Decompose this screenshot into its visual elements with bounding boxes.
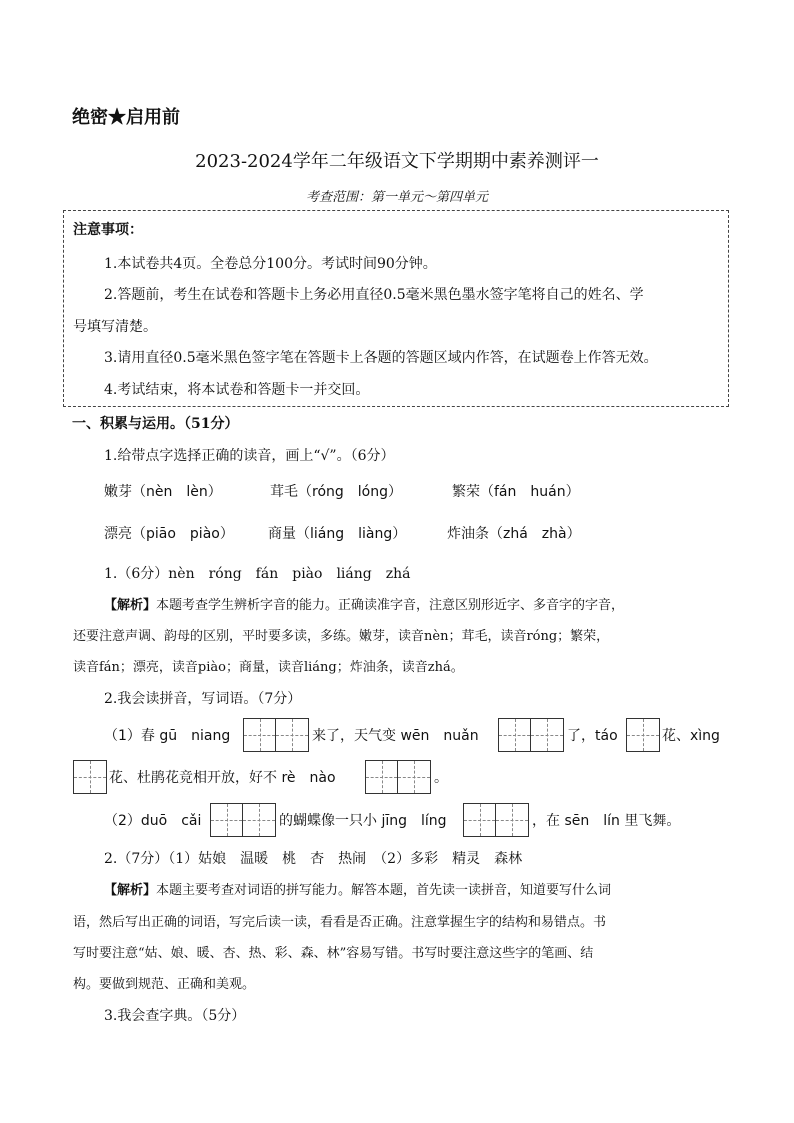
q2-text: 的蝴蝶像一只小 jīng líng bbox=[279, 813, 447, 829]
q2-analysis-line: 构。要做到规范、正确和美观。 bbox=[73, 977, 256, 992]
q1-option: 繁荣（fán huán） bbox=[452, 484, 580, 500]
writing-grid[interactable] bbox=[626, 718, 660, 752]
q1-answer: 1.（6分）nèn róng fán piào liáng zhá bbox=[104, 566, 411, 582]
analysis-text: 本题主要考查对词语的拼写能力。解答本题，首先读一读拼音，知道要写什么词 bbox=[156, 883, 612, 898]
page-title: 2023-2024学年二年级语文下学期期中素养测评一 bbox=[195, 151, 599, 172]
writing-grid[interactable] bbox=[243, 718, 309, 752]
notice-box bbox=[63, 210, 729, 407]
writing-grid[interactable] bbox=[463, 803, 529, 837]
notice-item-3: 3.请用直径0.5毫米黑色签字笔在答题卡上各题的答题区域内作答，在试题卷上作答无效。 bbox=[104, 350, 658, 366]
notice-item-1: 1.本试卷共4页。全卷总分100分。考试时间90分钟。 bbox=[104, 256, 437, 272]
secret-label: 绝密★启用前 bbox=[72, 107, 180, 128]
q1-option: 商量（liáng liàng） bbox=[268, 526, 407, 542]
q2-text: ，在 sēn lín 里飞舞。 bbox=[532, 813, 681, 829]
writing-grid[interactable] bbox=[210, 803, 276, 837]
q2-text: 了，táo bbox=[567, 728, 618, 744]
analysis-tag: 【解析】 bbox=[104, 598, 157, 613]
q1-analysis-line: 读音fán；漂亮，读音piào；商量，读音liáng；炸油条，读音zhá。 bbox=[73, 660, 464, 675]
writing-grid[interactable] bbox=[73, 760, 107, 794]
writing-grid[interactable] bbox=[365, 760, 431, 794]
q1-option: 漂亮（piāo piào） bbox=[104, 526, 234, 542]
section-1-heading: 一、积累与运用。（51分） bbox=[72, 416, 239, 432]
notice-heading: 注意事项： bbox=[73, 222, 143, 238]
writing-grid[interactable] bbox=[498, 718, 564, 752]
q2-analysis-line: 写时要注意“姑、娘、暖、杏、热、彩、森、林”容易写错。书写时要注意这些字的笔画、结 bbox=[73, 946, 594, 961]
q2-text: 来了，天气变 wēn nuǎn bbox=[312, 728, 479, 744]
q3-stem: 3.我会查字典。（5分） bbox=[104, 1008, 246, 1024]
q2-stem: 2.我会读拼音，写词语。（7分） bbox=[104, 691, 302, 707]
notice-item-2-cont: 号填写清楚。 bbox=[73, 319, 157, 335]
q2-text: 花、杜鹃花竞相开放，好不 rè nào bbox=[109, 770, 336, 786]
q1-analysis-line: 还要注意声调、韵母的区别，平时要多读，多练。嫩芽，读音nèn；茸毛，读音róng；繁荣， bbox=[73, 629, 610, 644]
notice-item-4: 4.考试结束，将本试卷和答题卡一并交回。 bbox=[104, 382, 370, 398]
notice-item-2: 2.答题前，考生在试卷和答题卡上务必用直径0.5毫米黑色墨水签字笔将自己的姓名、学 bbox=[104, 287, 644, 303]
q2-text: 花、xìng bbox=[662, 728, 720, 744]
q1-option: 炸油条（zhá zhà） bbox=[447, 526, 581, 542]
q2-answer: 2.（7分）（1）姑娘 温暖 桃 杏 热闹 （2）多彩 精灵 森林 bbox=[104, 851, 523, 867]
q2-text: （1）春 gū niang bbox=[104, 728, 231, 744]
q1-option: 茸毛（róng lóng） bbox=[270, 484, 402, 500]
q2-text: （2）duō cǎi bbox=[104, 813, 202, 829]
q1-analysis-line bbox=[104, 594, 624, 613]
q2-analysis-line bbox=[104, 879, 611, 898]
exam-scope: 考查范围：第一单元～第四单元 bbox=[305, 190, 488, 205]
q1-option: 嫩芽（nèn lèn） bbox=[104, 484, 222, 500]
q1-stem: 1.给带点字选择正确的读音，画上“√”。（6分） bbox=[104, 448, 395, 464]
analysis-text: 本题考查学生辨析字音的能力。正确读准字音，注意区别形近字、多音字的字音， bbox=[156, 598, 625, 613]
q2-text: 。 bbox=[434, 770, 448, 786]
q2-analysis-line: 语，然后写出正确的词语，写完后读一读，看看是否正确。注意掌握生字的结构和易错点。书 bbox=[73, 915, 607, 930]
analysis-tag: 【解析】 bbox=[104, 883, 157, 898]
